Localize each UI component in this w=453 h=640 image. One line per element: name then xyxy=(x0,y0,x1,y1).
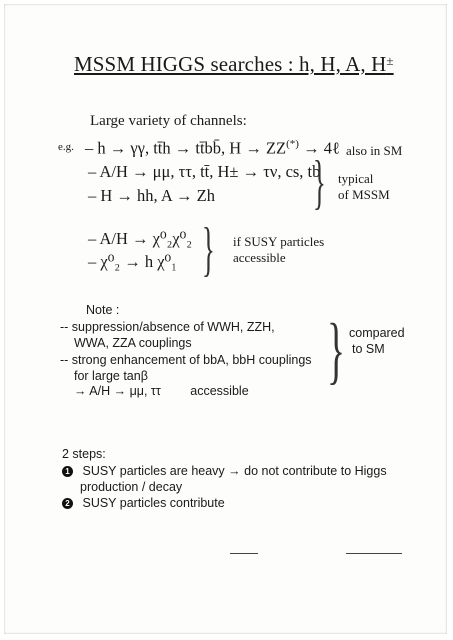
note-line-5-tail: accessible xyxy=(190,384,249,398)
step-2-text: SUSY particles contribute xyxy=(82,496,225,510)
intro-text: Large variety of channels: xyxy=(90,113,247,129)
also-in-sm-label: also in SM xyxy=(346,143,403,158)
step-1-text: SUSY particles are heavy → do not contribute to Higgs xyxy=(82,464,387,478)
note-heading: Note : xyxy=(86,303,120,317)
step-1-line-1 xyxy=(62,464,387,478)
note-line-4: for large tanβ xyxy=(74,369,148,383)
note-line-3: -- strong enhancement of bbA, bbH couplings xyxy=(60,353,312,367)
channel-line-1 xyxy=(85,138,340,159)
note-line-5 xyxy=(74,384,249,398)
susy-channel-1: – A/H → χ⁰₂χ⁰₂ xyxy=(88,229,193,248)
page-title xyxy=(74,52,394,77)
step-2-bullet-icon: 2 xyxy=(62,498,73,509)
document-page xyxy=(4,4,447,634)
eg-label: e.g. xyxy=(58,141,74,153)
step-2-line xyxy=(62,496,225,510)
note-line-2: WWA, ZZA couplings xyxy=(74,336,192,350)
susy-note-1: if SUSY particles xyxy=(233,234,325,249)
steps-heading: 2 steps: xyxy=(62,447,106,461)
brace-susy: } xyxy=(201,216,215,282)
note-line-5-text: → A/H → μμ, ττ xyxy=(74,384,161,398)
channel-line-2: – A/H → μμ, ττ, tt̄, H± → τν, cs, tb xyxy=(88,162,321,181)
brace-compared: } xyxy=(327,309,345,392)
brace-typical: } xyxy=(312,149,326,215)
title-text: MSSM HIGGS searches : h, H, A, H xyxy=(74,52,387,76)
channel-line-3: – H → hh, A → Zh xyxy=(88,186,215,205)
typical-label-2: of MSSM xyxy=(338,187,390,202)
compared-label-1: compared xyxy=(349,326,405,340)
channel-line-1-tail: → 4ℓ xyxy=(298,138,340,158)
compared-label-2: to SM xyxy=(352,342,385,356)
footer-dash-left xyxy=(230,553,258,554)
susy-note-2: accessible xyxy=(233,250,286,265)
title-superscript: ± xyxy=(386,53,394,68)
note-line-1: -- suppression/absence of WWH, ZZH, xyxy=(60,320,275,334)
step-1-line-2: production / decay xyxy=(80,480,183,494)
susy-channel-2: – χ⁰₂ → h χ⁰₁ xyxy=(88,252,177,271)
channel-line-1-text: – h → γγ, tt̄h → tt̄bb̄, H → ZZ xyxy=(85,138,287,158)
step-1-bullet-icon: 1 xyxy=(62,466,73,477)
footer-dash-right xyxy=(346,553,402,554)
typical-label-1: typical xyxy=(338,171,374,186)
channel-line-1-sup: (*) xyxy=(286,138,299,150)
